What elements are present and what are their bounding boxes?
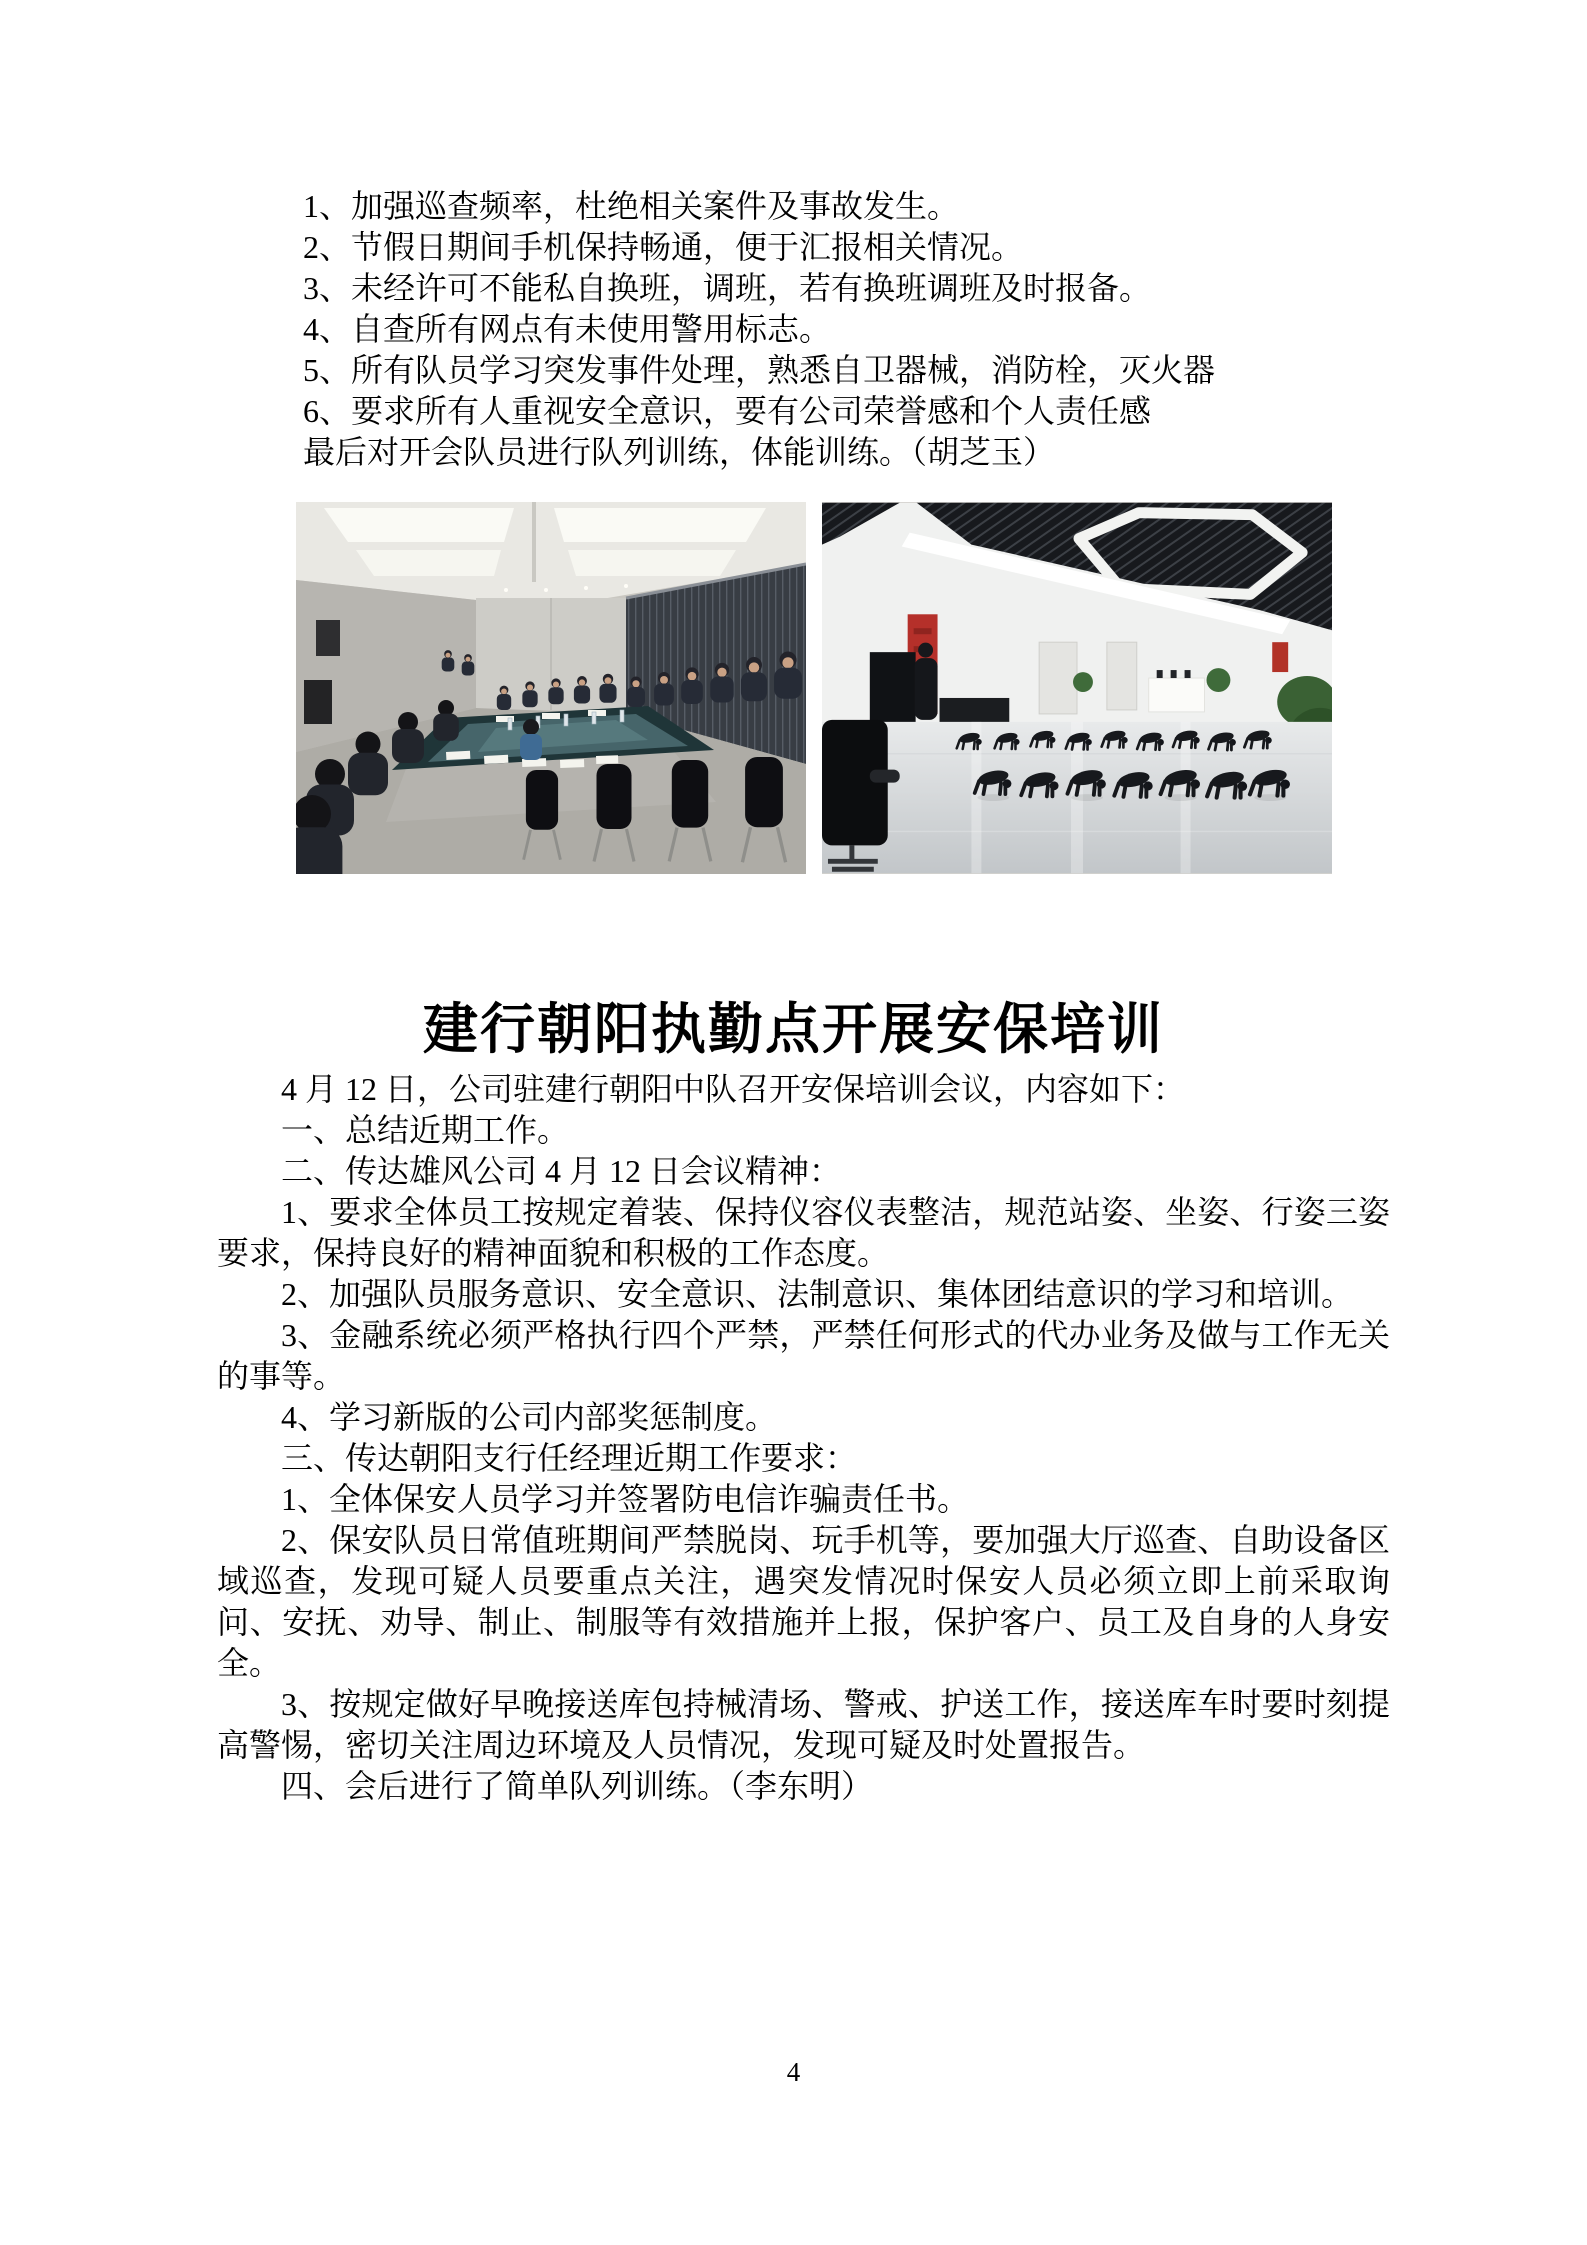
article-paragraph: 4、学习新版的公司内部奖惩制度。 xyxy=(281,1399,778,1435)
training-hall-photo xyxy=(822,502,1332,874)
photo-row xyxy=(296,502,1332,874)
article-paragraph: 4 月 12 日，公司驻建行朝阳中队召开安保培训会议，内容如下： xyxy=(281,1071,1186,1107)
screen xyxy=(870,652,916,724)
list-item: 最后对开会队员进行队列训练，体能训练。（胡芝玉） xyxy=(303,434,1056,470)
article-paragraph: 一、总结近期工作。 xyxy=(281,1112,570,1148)
meeting-room-illustration xyxy=(296,502,806,874)
list-item: 6、要求所有人重视安全意识，要有公司荣誉感和个人责任感 xyxy=(303,393,1152,429)
top-list xyxy=(303,186,1215,473)
article-paragraph: 3、金融系统必须严格执行四个严禁，严禁任何形式的代办业务及做与工作无关的事等。 xyxy=(217,1317,1390,1394)
article-paragraph: 3、按规定做好早晚接送库包持械清场、警戒、护送工作，接送库车时要时刻提高警惕，密切关注周边环境及人员情况，发现可疑及时处置报告。 xyxy=(217,1686,1390,1763)
blue-uniform-member xyxy=(520,719,542,760)
article-paragraph: 2、保安队员日常值班期间严禁脱岗、玩手机等，要加强大厅巡查、自助设备区域巡查，发现可疑人员要重点关注，遇突发情况时保安人员必须立即上前采取询问、安抚、劝导、制止、制服等有效措施并上报，保护客户、员工及自身的人身安全。 xyxy=(217,1522,1390,1681)
article-paragraph: 三、传达朝阳支行任经理近期工作要求： xyxy=(281,1440,858,1476)
fire-box xyxy=(1272,642,1288,672)
small-plant xyxy=(1206,668,1230,692)
list-item: 5、所有队员学习突发事件处理，熟悉自卫器械，消防栓，灭火器 xyxy=(303,352,1216,388)
small-plant xyxy=(1073,672,1093,692)
list-item: 2、节假日期间手机保持畅通，便于汇报相关情况。 xyxy=(303,229,1024,265)
article-body xyxy=(217,1069,1390,1807)
list-item: 1、加强巡查频率，杜绝相关案件及事故发生。 xyxy=(303,188,960,224)
article-paragraph: 1、全体保安人员学习并签署防电信诈骗责任书。 xyxy=(281,1481,970,1517)
article-title: 建行朝阳执勤点开展安保培训 xyxy=(422,999,1164,1060)
list-item: 3、未经许可不能私自换班，调班，若有换班调班及时报备。 xyxy=(303,270,1152,306)
page-number: 4 xyxy=(786,2057,801,2087)
training-hall-illustration xyxy=(822,502,1332,874)
article-paragraph: 二、传达雄风公司 4 月 12 日会议精神： xyxy=(281,1153,842,1189)
sideboard xyxy=(940,698,1010,724)
article-paragraph: 四、会后进行了简单队列训练。（李东明） xyxy=(281,1768,874,1804)
article-paragraph: 2、加强队员服务意识、安全意识、法制意识、集体团结意识的学习和培训。 xyxy=(281,1276,1354,1312)
meeting-room-photo xyxy=(296,502,806,874)
article-paragraph: 1、要求全体员工按规定着装、保持仪容仪表整洁，规范站姿、坐姿、行姿三姿要求，保持良好的精神面貌和积极的工作态度。 xyxy=(217,1194,1390,1271)
counter xyxy=(1149,678,1205,712)
list-item: 4、自查所有网点有未使用警用标志。 xyxy=(303,311,832,347)
